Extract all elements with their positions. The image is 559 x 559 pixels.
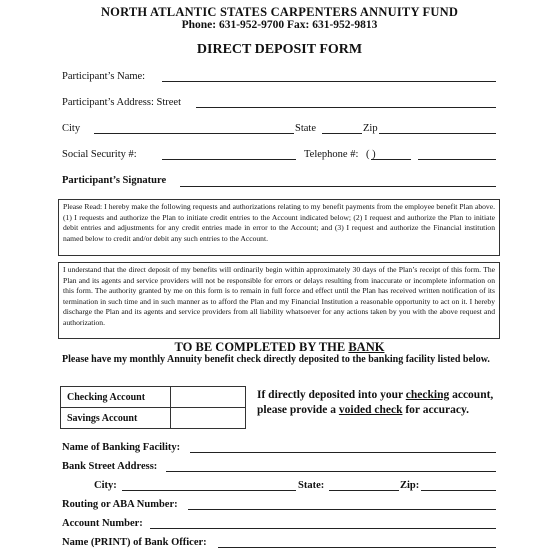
telephone-area-code: ( ) xyxy=(366,149,376,160)
bank-state-field[interactable] xyxy=(329,490,399,491)
participant-state-field[interactable] xyxy=(322,133,362,134)
signature-label: Participant’s Signature xyxy=(62,175,167,186)
checking-account-label: Checking Account xyxy=(61,387,171,408)
understanding-box: I understand that the direct deposit of my benefits will ordinarily begin within approximately 30 days of the Plan’s receipt of this form. The Plan and its agents and service providers will not be responsible for errors or delays resulting from inaccurate or incomplete information on this form. The authority granted by me on this form is to remain in full force and effect until the Plan has received written notification of its termination in such time and in such manner as to afford the Plan and my Financial Institution a reasonable opportunity to act on it. I hereby discharge the Plan and its agents and service providers from all liability whatsoever for any actions taken by you with the above request and authorization. xyxy=(58,262,500,339)
note-text: If directly deposited into your xyxy=(257,389,406,401)
checking-account-checkbox[interactable] xyxy=(171,387,246,408)
bank-city-field[interactable] xyxy=(122,490,296,491)
bank-city-label: City: xyxy=(94,480,117,491)
fund-contact: Phone: 631-952-9700 Fax: 631-952-9813 xyxy=(181,19,378,31)
participant-zip-label: Zip xyxy=(363,123,378,134)
routing-field[interactable] xyxy=(188,509,496,510)
voided-check-note xyxy=(257,388,507,418)
fund-name: NORTH ATLANTIC STATES CARPENTERS ANNUITY FUND xyxy=(100,5,459,19)
routing-label: Routing or ABA Number: xyxy=(62,499,178,510)
account-type-table xyxy=(60,386,246,429)
note-emph-voided-check: voided check xyxy=(338,404,403,416)
note-emph-checking: checking xyxy=(405,389,450,401)
note-text: for accuracy. xyxy=(402,404,469,416)
signature-field[interactable] xyxy=(180,186,496,187)
participant-zip-field[interactable] xyxy=(379,133,496,134)
bank-officer-label: Name (PRINT) of Bank Officer: xyxy=(62,537,207,548)
bank-instruction: Please have my monthly Annuity benefit check directly deposited to the banking facility listed below. xyxy=(62,354,490,365)
telephone-area-code-field[interactable] xyxy=(371,159,411,160)
account-number-label: Account Number: xyxy=(62,518,143,529)
telephone-field[interactable] xyxy=(418,159,496,160)
bank-heading-prefix: TO BE COMPLETED BY THE xyxy=(174,340,349,354)
please-read-box: Please Read: I hereby make the following requests and authorizations relating to my benefit payments from the employee benefit Plan above. (1) I requests and authorize the Plan to initiate credit entries to the Account indicated below; (2) I request and authorize the Plan to initiate debit entries and adjustments for any credit entries made in error to the Account; and (3) I request and authorize the Financial institution named below to credit and/or debit any such entries to the Account. xyxy=(58,199,500,256)
bank-section-heading xyxy=(0,340,559,355)
savings-account-checkbox[interactable] xyxy=(171,408,246,429)
participant-name-field[interactable] xyxy=(162,81,496,82)
participant-state-label: State xyxy=(295,123,316,134)
bank-zip-label: Zip: xyxy=(400,480,420,491)
bank-facility-field[interactable] xyxy=(190,452,496,453)
participant-name-label: Participant’s Name: xyxy=(62,71,146,82)
bank-officer-field[interactable] xyxy=(218,547,496,548)
ssn-label: Social Security #: xyxy=(62,149,137,160)
bank-facility-label: Name of Banking Facility: xyxy=(62,442,181,453)
table-row xyxy=(61,387,246,408)
telephone-label: Telephone #: xyxy=(304,149,359,160)
bank-zip-field[interactable] xyxy=(421,490,496,491)
note-text: account, please provide a xyxy=(257,389,494,416)
account-number-field[interactable] xyxy=(150,528,496,529)
savings-account-label: Savings Account xyxy=(61,408,171,429)
participant-street-field[interactable] xyxy=(196,107,496,108)
bank-street-field[interactable] xyxy=(166,471,496,472)
participant-city-field[interactable] xyxy=(94,133,294,134)
ssn-field[interactable] xyxy=(162,159,296,160)
participant-address-label: Participant’s Address: Street xyxy=(62,97,181,108)
bank-heading-emph: BANK xyxy=(348,340,385,354)
bank-street-label: Bank Street Address: xyxy=(62,461,158,472)
bank-state-label: State: xyxy=(298,480,325,491)
table-row xyxy=(61,408,246,429)
participant-city-label: City xyxy=(62,123,81,134)
form-title: DIRECT DEPOSIT FORM xyxy=(196,42,363,57)
